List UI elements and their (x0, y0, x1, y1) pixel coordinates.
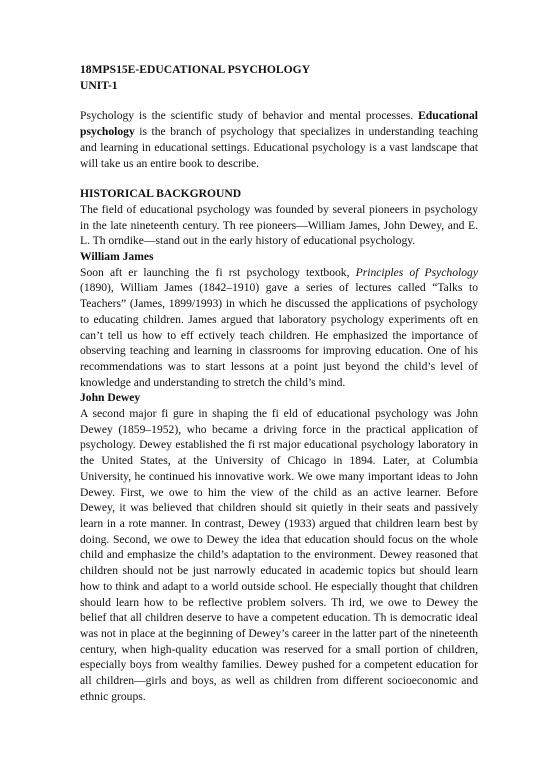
book-title: Principles of Psychology (355, 265, 478, 279)
unit-heading: UNIT-1 (80, 78, 118, 92)
intro-rest: is the branch of psychology that specializes in understanding teaching and learning in educational settings. Educational psychology is a vast landscape that will take us an entire book to describe. (80, 125, 478, 170)
james-after-title: (1890), William James (1842–1910) gave a series of lectures called “Talks to Teachers” (James, 1899/1993) in which he discussed the applications of psychology to educating children. James argued that laboratory psychology experiments oft en can’t tell us how to eff ectively teach children. He emphasized the importance of observing teaching and learning in classrooms for improving education. One of his recommendations was to start lessons at a point just beyond the child’s level of knowledge and understanding to stretch the child’s mind. (80, 281, 478, 389)
william-james-heading: William James (80, 250, 154, 264)
spacer (80, 93, 478, 108)
intro-lead: Psychology is the scientific study of behavior and mental processes. (80, 109, 414, 123)
john-dewey-paragraph: A second major fi gure in shaping the fi eld of educational psychology was John Dewey (1859–1952), who became a driving force in the practical application of psychology. Dewey established the fi rst major educational psychology laboratory in the United States, at the University of Chicago in 1894. Later, at Columbia University, he continued his innovative work. We owe many important ideas to John Dewey. First, we owe to him the view of the child as an active learner. Before Dewey, it was believed that children should sit quietly in their seats and passively learn in a rote manner. In contrast, Dewey (1933) argued that children learn best by doing. Second, we owe to Dewey the idea that education should focus on the whole child and emphasize the child’s adaptation to the environment. Dewey reasoned that children should not be just narrowly educated in academic topics but should learn how to think and adapt to a world outside school. He especially thought that children should learn how to be reflective problem solvers. Th ird, we owe to Dewey the belief that all children deserve to have a competent education. Th is democratic ideal was not in place at the beginning of Dewey’s career in the latter part of the nineteenth century, when high-quality education was reserved for a small portion of children, especially boys from wealthy families. Dewey pushed for a competent education for all children—girls and boys, as well as children from different socioeconomic and ethnic groups. (80, 407, 478, 703)
historical-background-heading: HISTORICAL BACKGROUND (80, 187, 242, 201)
spacer (80, 171, 478, 186)
intro-paragraph (80, 108, 478, 171)
intro-bold-term: Educational psychology (80, 109, 478, 139)
john-dewey-heading: John Dewey (80, 391, 141, 405)
document-page (80, 62, 478, 704)
course-code-heading: 18MPS15E-EDUCATIONAL PSYCHOLOGY (80, 63, 311, 76)
james-before-title: Soon aft er launching the fi rst psychology textbook, (80, 265, 350, 279)
william-james-paragraph (80, 265, 478, 391)
historical-paragraph: The field of educational psychology was founded by several pioneers in psychology in the late nineteenth century. Th ree pioneers—William James, John Dewey, and E. L. Th orndike—stand out in the early history of educational psychology. (80, 202, 478, 248)
